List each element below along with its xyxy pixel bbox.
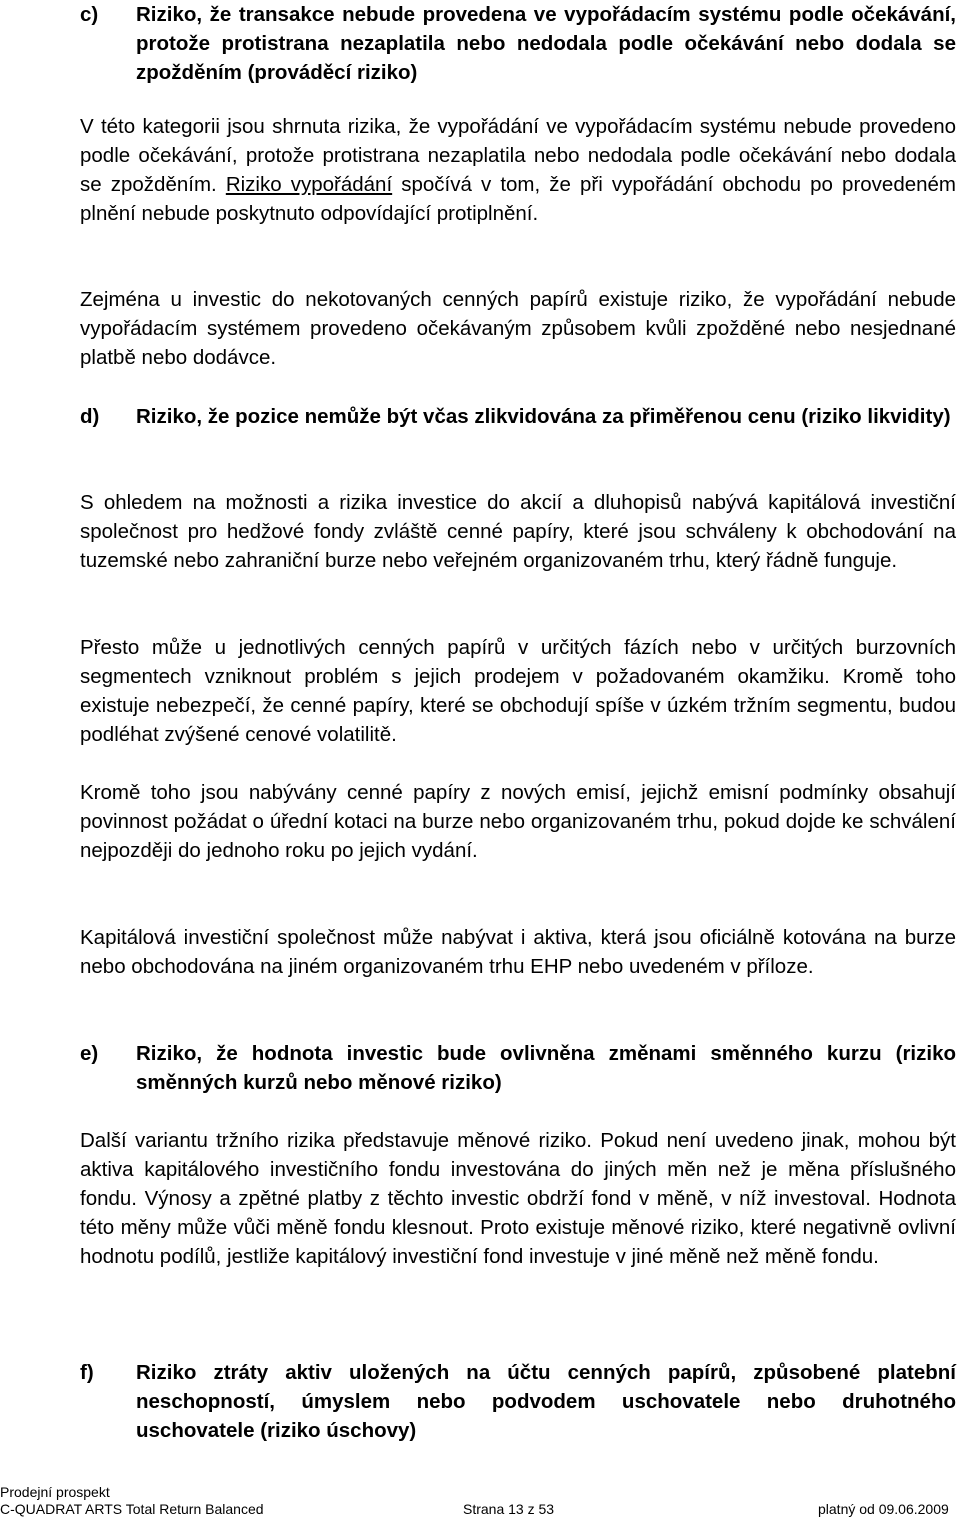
section-e-paragraph-1: Další variantu tržního rizika představuje měnové riziko. Pokud není uvedeno jinak, mohou být aktiva kapitálového investičního fondu investována do jiných měn než je měna příslušného fondu. Výnosy a zpětné platby z těchto investic obdrží fond v měně, v níž investoval. Hodnota této měny může vůči měně fondu klesnout. Proto existuje měnové riziko, které negativně ovlivní hodnotu podílů, jestliže kapitálový investiční fond investuje v jiné měně než měně fondu.: [80, 1129, 956, 1268]
section-d-paragraph-4: Kapitálová investiční společnost může nabývat i aktiva, která jsou oficiálně kotována na burze nebo obchodována na jiném organizovaném trhu EHP nebo uvedeném v příloze.: [80, 926, 956, 978]
section-heading-text: Riziko, že hodnota investic bude ovlivněna změnami směnného kurzu (riziko směnných kurzů nebo měnové riziko): [136, 1042, 956, 1094]
footer-fund-name: C-QUADRAT ARTS Total Return Balanced: [0, 1501, 264, 1517]
section-d-heading: [80, 402, 956, 431]
footer-line-2: [0, 1501, 960, 1519]
section-c-heading: [80, 0, 956, 87]
section-d-paragraph-2: Přesto může u jednotlivých cenných papírů v určitých fázích nebo v určitých burzovních segmentech vzniknout problém s jejich prodejem v požadovaném okamžiku. Kromě toho existuje nebezpečí, že cenné papíry, které se obchodují spíše v úzkém tržním segmentu, budou podléhat zvýšené cenové volatilitě.: [80, 636, 956, 746]
section-f-heading: [80, 1358, 956, 1445]
section-c-paragraph-2: Zejména u investic do nekotovaných cenných papírů existuje riziko, že vypořádání nebude vypořádacím systémem provedeno očekávaným způsobem kvůli zpožděné nebo nesjednané platbě nebo dodávce.: [80, 288, 956, 369]
section-letter: e): [80, 1042, 99, 1065]
footer-valid-date: platný od 09.06.2009: [818, 1501, 949, 1517]
section-letter: f): [80, 1361, 94, 1384]
paragraph-text: spočívá v tom, že při vypořádání obchodu po provedeném plnění nebude poskytnuto odpovídající protiplnění.: [80, 173, 957, 225]
paragraph-text: V této kategorii jsou shrnuta rizika, že vypořádání ve vypořádacím systému nebude provedeno podle očekávání, protože protistrana nezaplatila nebo nedodala podle očekávání nebo dodala se zpožděním.: [80, 115, 956, 196]
section-letter: c): [80, 3, 99, 26]
section-d-paragraph-3: Kromě toho jsou nabývány cenné papíry z nových emisí, jejichž emisní podmínky obsahují povinnost požádat o úřední kotaci na burze nebo organizovaném trhu, pokud dojde ke schválení nejpozději do jednoho roku po jejich vydání.: [80, 781, 956, 862]
section-letter: d): [80, 405, 100, 428]
section-heading-text: Riziko, že pozice nemůže být včas zlikvidována za přiměřenou cenu (riziko likvidity): [136, 405, 951, 428]
footer-line-1: [0, 1484, 960, 1502]
section-c-paragraph-1: [80, 112, 956, 228]
section-d-paragraph-1: S ohledem na možnosti a rizika investice do akcií a dluhopisů nabývá kapitálová investiční společnost pro hedžové fondy zvláště cenné papíry, které jsou schváleny k obchodování na tuzemské nebo zahraniční burze nebo veřejném organizovaném trhu, který řádně funguje.: [80, 491, 956, 572]
footer-page-number: Strana 13 z 53: [463, 1501, 555, 1517]
underlined-term: Riziko vypořádání: [225, 173, 393, 196]
section-heading-text: Riziko ztráty aktiv uložených na účtu cenných papírů, způsobené platební neschopností, úmyslem nebo podvodem uschovatele nebo druhotného uschovatele (riziko úschovy): [136, 1361, 956, 1442]
section-heading-text: Riziko, že transakce nebude provedena ve vypořádacím systému podle očekávání, protože protistrana nezaplatila nebo nedodala podle očekávání nebo dodala se zpožděním (prováděcí riziko): [136, 3, 956, 84]
footer-doc-type: Prodejní prospekt: [0, 1484, 110, 1500]
section-e-heading: [80, 1039, 956, 1097]
